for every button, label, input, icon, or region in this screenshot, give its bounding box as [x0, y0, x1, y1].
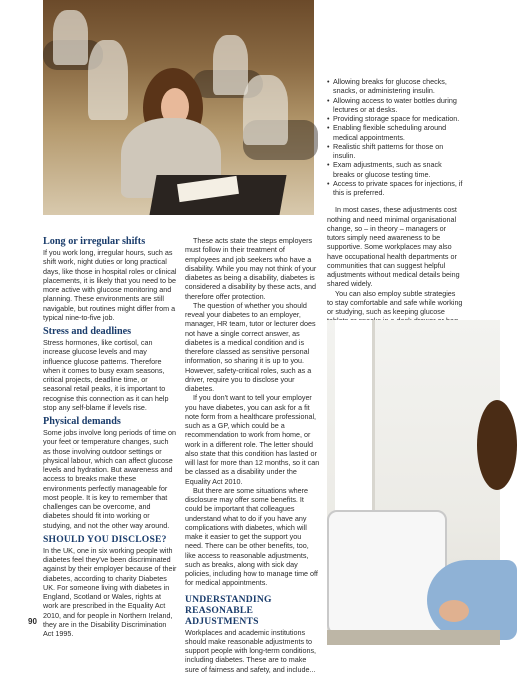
section-heading: Physical demands [43, 416, 121, 427]
list-item: • Exam adjustments, such as snack breaks or glucose testing time. [327, 160, 463, 179]
section-heading: UNDERSTANDING REASONABLE ADJUSTMENTS [185, 593, 272, 627]
section-heading: SHOULD YOU DISCLOSE? [43, 533, 167, 545]
table [327, 630, 500, 645]
paragraph: Workplaces and academic institutions should make reasonable adjustments to support people with long-term conditions, including diabetes. These are to make sure of fairness and safety, and include... [185, 627, 317, 674]
paragraph: You can also employ subtle strategies to stay comfortable and safe while working or studying, such as keeping glucose [327, 288, 463, 316]
section-body: Stress hormones, like cortisol, can increase glucose levels and may influence glucose patterns. Therefore when it comes to busy exam seasons, critical projects, deadline time, or seasonal retail peaks, it is important to recognise this connection as it can help stop any self-blame if levels rise. [43, 338, 169, 412]
list-item: • Allowing breaks for glucose checks, snacks, or administering insulin. [327, 77, 463, 96]
column-left [43, 232, 177, 638]
list-item: • Enabling flexible scheduling around medical appointments. [327, 123, 463, 142]
section-heading: Long or irregular shifts [43, 236, 146, 247]
paragraph: If you don't want to tell your employer you have diabetes, you can ask for a fit note form from a healthcare professional, such as a GP, which could be a recommendation to work from home, or work in a different role. The letter should also state that this condition has lasted or will last for more than 12 months, so it can be classed as a disability under the Equality Act 2010. [185, 393, 320, 486]
paragraph: The question of whether you should reveal your diabetes to an employer, manager, HR team, tutor or lecturer does not have a single correct answer, as diabetes is a medical condition and is therefore classed as sensitive personal information, so sharing it is up to you. However, safety-critical roles, such as a driver, require you to disclose your diabetes. [185, 300, 316, 393]
adjustments-list [327, 77, 463, 197]
section-heading: Stress and deadlines [43, 326, 132, 337]
section-body: Some jobs involve long periods of time on your feet or temperature changes, such as those involving outdoor settings or physical labour, which can affect glucose levels and hydration. But awareness and access to breaks make these environments perfectly manageable for most people. It is key to remember that challenges can be overcome, and diabetes should fit into working or studying, and not the other way around. [43, 428, 177, 530]
list-item: • Realistic shift patterns for those on insulin. [327, 142, 463, 161]
person-arm [427, 560, 517, 640]
list-item: • Access to private spaces for injections, if this is preferred. [327, 179, 463, 198]
paragraph: In most cases, these adjustments cost nothing and need minimal organisational change, so – in theory – managers or tutors simply need awareness to be supportive. Some workplaces may also have occupational health departments or communities that can suggest helpful adjustments without medical details being shared widely. [327, 205, 460, 289]
column-middle [185, 236, 320, 674]
laptop-photo [327, 320, 500, 645]
paragraph: These acts state the steps employers must follow in their treatment of employees and job seekers who have a disability. While you may not think of your diabetes as being a disability, diabetes is considered a disability by these acts, and therefore offer protection. [185, 236, 317, 301]
person-hair [477, 400, 517, 490]
paragraph: But there are some situations where disclosure may offer some benefits. It could be important that colleagues understand what to do if you have any complications with diabetes, which will make it easier to get the support you need. There can be other benefits, too, like access to reasonable adjustments, such as breaks, along with sick day policies, including how to manage time off for medical appointments. [185, 485, 318, 588]
exam-hall-photo [43, 0, 314, 215]
person-hand [439, 600, 469, 622]
window-frame [335, 320, 375, 520]
section-body: If you work long, irregular hours, such as shift work, night duties or long practical days, like those in hospital roles or clinical placements, it is likely that you need to be more active with glucose monitoring and planning. These environments are still navigable, but routines might differ from a typical nine-to-five job. [43, 248, 177, 322]
section-body: In the UK, one in six working people with diabetes feel they've been discriminated against by their employer because of their diabetes, according to charity Diabetes UK. For someone living with diabetes in England, Scotland or Wales, rights at work are prescribed in the Equality Act 2010, and for people in Northern Ireland, they are in the Disability Discrimination Act 1995. [43, 545, 177, 638]
laptop [327, 510, 447, 635]
page-number: 90 [28, 617, 37, 626]
column-right [327, 77, 463, 344]
list-item: • Providing storage space for medication. [327, 114, 463, 123]
list-item: • Allowing access to water bottles during lectures or at desks. [327, 96, 463, 115]
